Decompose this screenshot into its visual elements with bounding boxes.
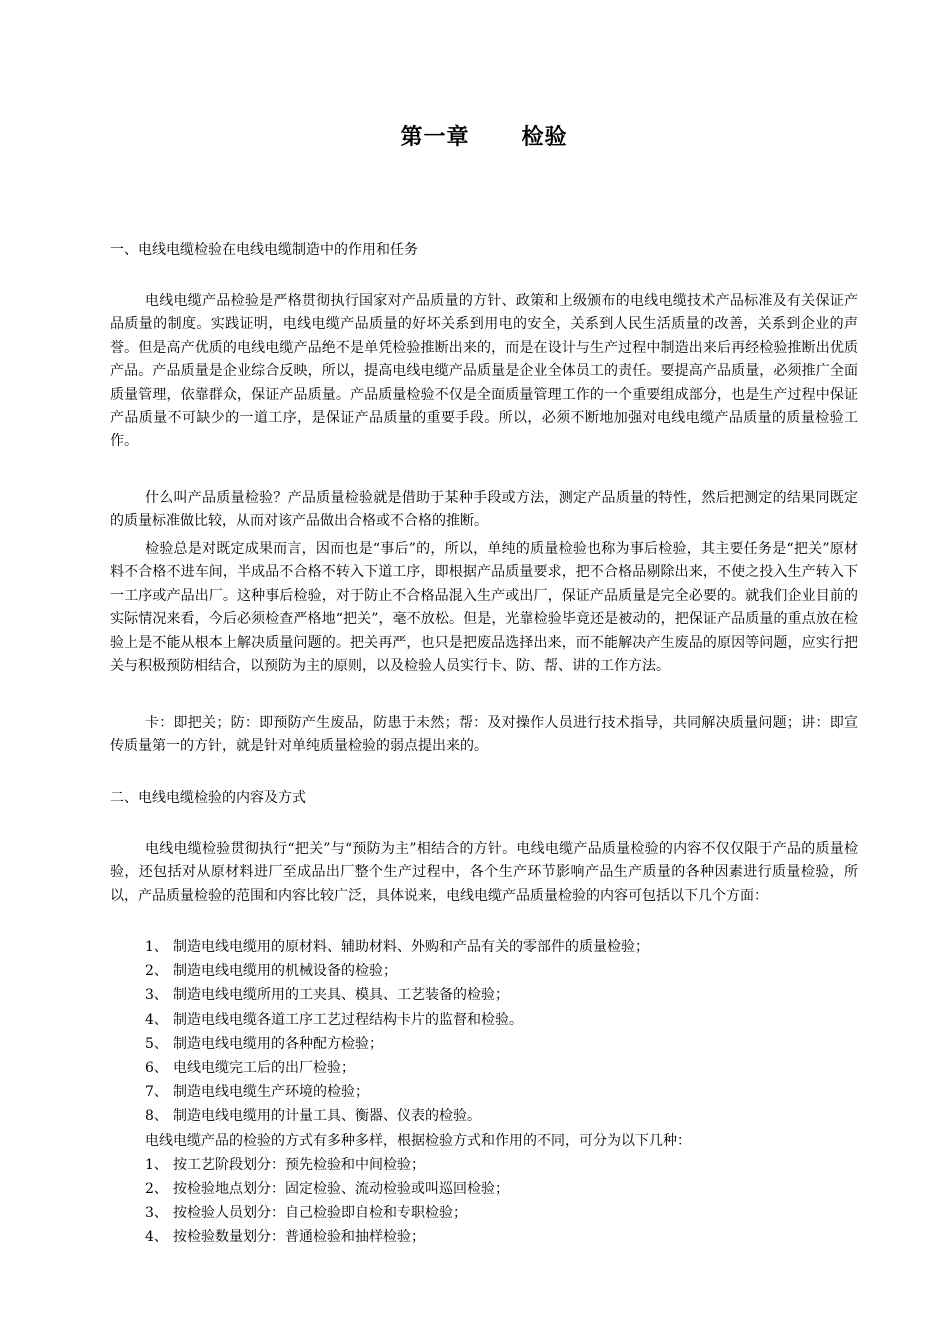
section-1-paragraph-3: 检验总是对既定成果而言，因而也是“事后”的，所以，单纯的质量检验也称为事后检验，其主要任务是“把关”原材料不合格不进车间，半成品不合格不转入下道工序，即根据产品质量要求，把不合格品剔除出来，不使之投入生产转入下一工序或产品出厂。这种事后检验，对于防止不合格品混入生产或出厂，保证产品质量是完全必要的。就我们企业目前的实际情况来看，今后必须检查严格地“把关”，毫不放松。但是，光靠检验毕竟还是被动的，把保证产品质量的重点放在检验上是不能从根本上解决质量问题的。把关再严，也只是把废品选择出来，而不能解决产生废品的原因等问题，应实行把关与积极预防相结合，以预防为主的原则，以及检验人员实行卡、防、帮、讲的工作方法。 — [110, 541, 858, 675]
list-item: 1、 按工艺阶段划分：预先检验和中间检验； — [145, 1156, 425, 1173]
chapter-name: 检验 — [521, 125, 568, 150]
section-2-intro: 电线电缆检验贯彻执行“把关”与“预防为主”相结合的方针。电线电缆产品质量检验的内容不仅仅限于产品的质量检验，还包括对从原材料进厂至成品出厂整个生产过程中，各个生产环节影响产品生产质量的各种因素进行质量检验，所以，产品质量检验的范围和内容比较广泛，具体说来，电线电缆产品质量检验的内容可包括以下几个方面： — [110, 841, 858, 904]
methods-intro: 电线电缆产品的检验的方式有多种多样，根据检验方式和作用的不同，可分为以下几种： — [145, 1132, 691, 1149]
chapter-title — [0, 122, 950, 154]
content-list — [145, 935, 865, 1249]
list-item: 2、 按检验地点划分：固定检验、流动检验或叫巡回检验； — [145, 1180, 509, 1197]
list-item: 3、 按检验人员划分：自己检验即自检和专职检验； — [145, 1205, 467, 1222]
section-1-heading: 一、电线电缆检验在电线电缆制造中的作用和任务 — [110, 242, 418, 258]
section-1-paragraph-4: 卡：即把关；防：即预防产生废品，防患于未然；帮：及对操作人员进行技术指导，共同解决质量问题；讲：即宣传质量第一的方针，就是针对单纯质量检验的弱点提出来的。 — [110, 715, 858, 755]
chapter-number: 第一章 — [400, 125, 470, 150]
list-item: 6、 电线电缆完工后的出厂检验； — [145, 1059, 355, 1076]
list-item: 8、 制造电线电缆用的计量工具、衡器、仪表的检验。 — [145, 1108, 481, 1125]
section-2-heading: 二、电线电缆检验的内容及方式 — [110, 790, 306, 806]
section-1-paragraph-1: 电线电缆产品检验是严格贯彻执行国家对产品质量的方针、政策和上级颁布的电线电缆技术产品标准及有关保证产品质量的制度。实践证明，电线电缆产品质量的好坏关系到用电的安全，关系到人民生活质量的改善，关系到企业的声誉。但是高产优质的电线电缆产品绝不是单凭检验推断出来的，而是在设计与生产过程中制造出来后再经检验推断出优质产品。产品质量是企业综合反映，所以，提高电线电缆产品质量是企业全体员工的责任。要提高产品质量，必须推广全面质量管理，依靠群众，保证产品质量。产品质量检验不仅是全面质量管理工作的一个重要组成部分，也是生产过程中保证产品质量不可缺少的一道工序，是保证产品质量的重要手段。所以，必须不断地加强对电线电缆产品质量的质量检验工作。 — [110, 293, 858, 450]
list-item: 3、 制造电线电缆所用的工夹具、模具、工艺装备的检验； — [145, 987, 509, 1004]
list-item: 4、 制造电线电缆各道工序工艺过程结构卡片的监督和检验。 — [145, 1011, 523, 1028]
list-item: 7、 制造电线电缆生产环境的检验； — [145, 1084, 369, 1101]
list-item: 2、 制造电线电缆用的机械设备的检验； — [145, 963, 397, 980]
list-item: 4、 按检验数量划分：普通检验和抽样检验； — [145, 1229, 425, 1246]
section-1-paragraph-2: 什么叫产品质量检验？产品质量检验就是借助于某种手段或方法，测定产品质量的特性，然后把测定的结果同既定的质量标准做比较，从而对该产品做出合格或不合格的推断。 — [110, 490, 858, 530]
list-item: 1、 制造电线电缆用的原材料、辅助材料、外购和产品有关的零部件的质量检验； — [145, 939, 649, 955]
list-item: 5、 制造电线电缆用的各种配方检验； — [145, 1035, 383, 1052]
